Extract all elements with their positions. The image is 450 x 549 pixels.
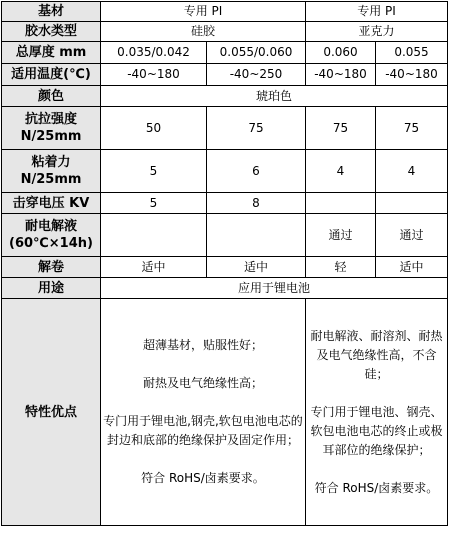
base-material-label: 基材 [2,2,101,22]
electrolyte-row [2,214,448,257]
color-row [2,86,448,107]
unwind-label: 解卷 [2,257,101,278]
temp-row [2,64,448,86]
glue-value-1: 硅胶 [101,22,306,42]
adhesion-cell: 4 [376,150,448,193]
adhesion-label [2,150,101,193]
usage-value: 应用于锂电池 [101,278,448,299]
feature-text: 耐热及电气绝缘性高； [142,376,263,390]
temp-cell: -40~180 [306,64,376,86]
unwind-cell: 轻 [306,257,376,278]
color-value: 琥珀色 [101,86,448,107]
electrolyte-cell: 通过 [376,214,448,257]
thickness-cell: 0.035/0.042 [101,42,207,64]
feature-text: 耐电解液、耐溶剂、耐热及电气绝缘性高，不含硅； [310,328,443,381]
tensile-cell: 75 [207,107,306,150]
unwind-cell: 适中 [207,257,306,278]
electrolyte-cell [207,214,306,257]
group1-header: 专用 PI [101,2,306,22]
adhesion-label-line1: 粘着力 [31,155,71,170]
tensile-row [2,107,448,150]
thickness-label: 总厚度 mm [2,42,101,64]
adhesion-label-line2: N/25mm [20,172,82,187]
features-right [306,299,448,526]
color-label: 颜色 [2,86,101,107]
breakdown-label: 击穿电压 KV [2,193,101,214]
electrolyte-cell: 通过 [306,214,376,257]
tensile-cell: 75 [376,107,448,150]
temp-cell: -40~250 [207,64,306,86]
electrolyte-label-line1: 耐电解液 [24,219,77,234]
tensile-cell: 50 [101,107,207,150]
adhesion-cell: 4 [306,150,376,193]
feature-text: 专门用于锂电池、钢壳、软包电池电芯的终止或极耳部位的绝缘保护； [310,404,443,457]
thickness-cell: 0.060 [306,42,376,64]
features-left [101,299,306,526]
electrolyte-label-line2: (60℃×14h) [9,236,93,251]
thickness-cell: 0.055 [376,42,448,64]
glue-value-2: 亚克力 [306,22,448,42]
features-row [2,299,448,526]
adhesion-row [2,150,448,193]
adhesion-cell: 6 [207,150,306,193]
temp-cell: -40~180 [101,64,207,86]
feature-text: 符合 RoHS/卤素要求。 [314,480,439,495]
breakdown-cell: 5 [101,193,207,214]
header-row [2,2,448,22]
glue-label: 胶水类型 [2,22,101,42]
tensile-label-line2: N/25mm [20,129,82,144]
adhesion-cell: 5 [101,150,207,193]
electrolyte-label [2,214,101,257]
unwind-cell: 适中 [376,257,448,278]
breakdown-cell [306,193,376,214]
breakdown-cell: 8 [207,193,306,214]
group2-header: 专用 PI [306,2,448,22]
features-label: 特性优点 [2,299,101,526]
feature-text: 符合 RoHS/卤素要求。 [141,471,265,485]
thickness-cell: 0.055/0.060 [207,42,306,64]
usage-row [2,278,448,299]
electrolyte-cell [101,214,207,257]
glue-row [2,22,448,42]
spec-table [1,1,448,526]
feature-text: 专门用于锂电池,钢壳,软包电池电芯的封边和底部的绝缘保护及固定作用； [103,414,303,447]
unwind-row [2,257,448,278]
temp-cell: -40~180 [376,64,448,86]
temp-label: 适用温度(℃) [2,64,101,86]
usage-label: 用途 [2,278,101,299]
tensile-label-line1: 抗拉强度 [24,112,77,127]
feature-text: 超薄基材，贴服性好； [142,338,263,352]
unwind-cell: 适中 [101,257,207,278]
tensile-cell: 75 [306,107,376,150]
thickness-row [2,42,448,64]
breakdown-row [2,193,448,214]
tensile-label [2,107,101,150]
breakdown-cell [376,193,448,214]
